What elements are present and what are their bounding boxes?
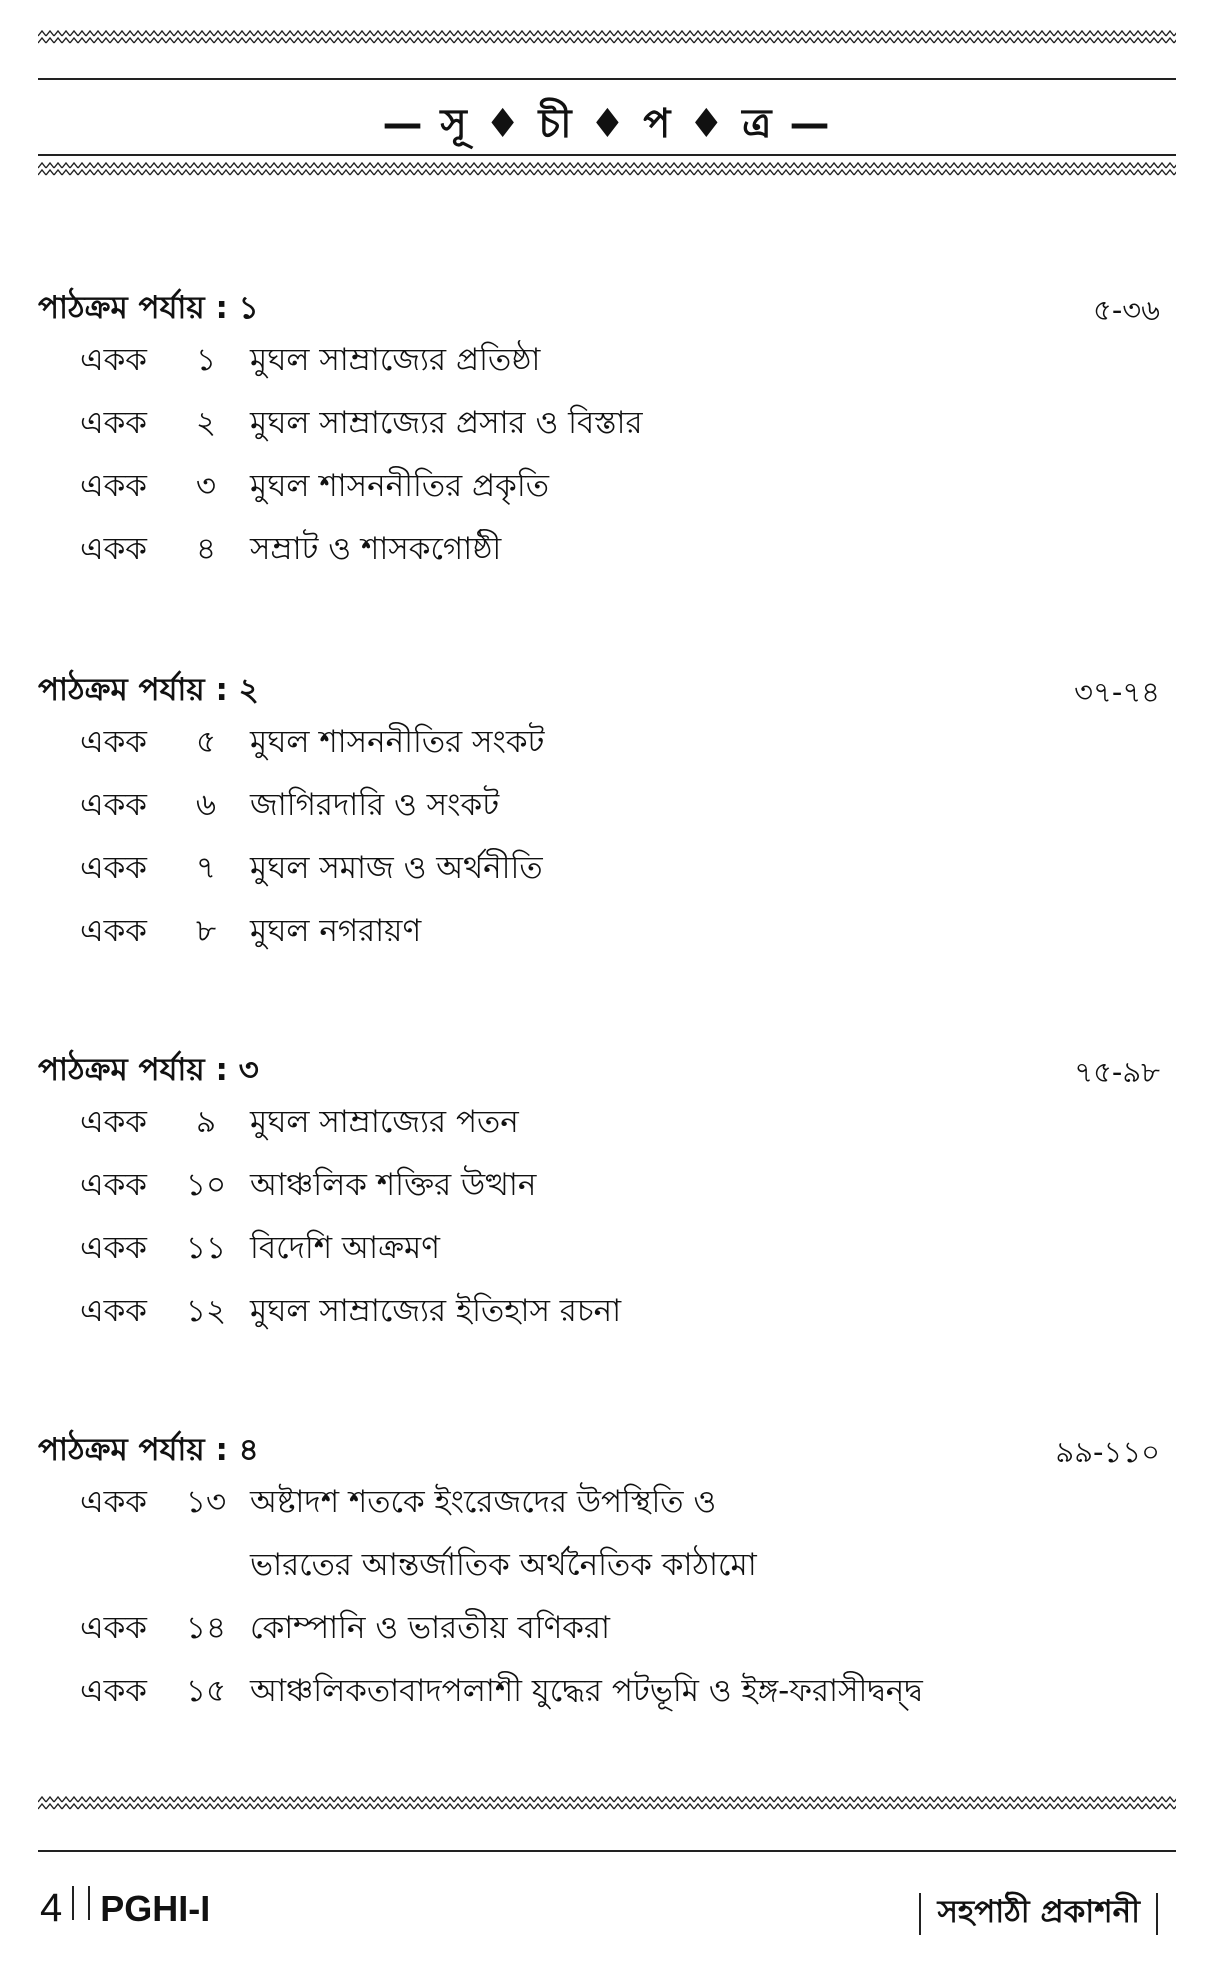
- divider-right: [1156, 1893, 1158, 1935]
- footer-left: [40, 1886, 210, 1931]
- section-page-range: ৯৯-১১০: [1055, 1435, 1160, 1469]
- unit-number: ২: [195, 405, 217, 441]
- unit-title: মুঘল সাম্রাজ্যের ইতিহাস রচনা: [250, 1293, 622, 1329]
- unit-label: একক: [80, 405, 147, 441]
- toc-entry: [38, 1478, 1176, 1541]
- toc-entry: [38, 399, 1176, 462]
- unit-number: ৮: [195, 913, 217, 949]
- unit-title: আঞ্চলিক শক্তির উত্থান: [250, 1167, 537, 1203]
- unit-title: মুঘল সমাজ ও অর্থনীতি: [250, 850, 543, 886]
- unit-number: ৯: [195, 1104, 217, 1140]
- series-code: PGHI-I: [100, 1888, 211, 1929]
- unit-number: ৬: [195, 787, 217, 823]
- unit-title: মুঘল শাসননীতির সংকট: [250, 724, 545, 760]
- unit-number: ১: [195, 342, 217, 378]
- section-title: পাঠক্রম পর্যায় : ২: [38, 672, 259, 708]
- unit-label: একক: [80, 724, 147, 760]
- unit-number: ১৪: [185, 1610, 227, 1646]
- toc-entry: [38, 525, 1176, 588]
- section-page-range: ৭৫-৯৮: [1074, 1055, 1160, 1089]
- unit-title: মুঘল সাম্রাজ্যের পতন: [250, 1104, 519, 1140]
- unit-label: একক: [80, 1230, 147, 1266]
- page-title: — সূ ♦ চী ♦ প ♦ ত্র —: [382, 101, 832, 147]
- toc-entry: [38, 462, 1176, 525]
- unit-label: একক: [80, 787, 147, 823]
- unit-title: মুঘল শাসননীতির প্রকৃতি: [250, 468, 549, 504]
- unit-title: বিদেশি আক্রমণ: [250, 1230, 440, 1266]
- unit-title: মুঘল সাম্রাজ্যের প্রতিষ্ঠা: [250, 342, 541, 378]
- unit-number: ১২: [185, 1293, 227, 1329]
- unit-number: ৪: [195, 531, 217, 567]
- toc-entry: [38, 1161, 1176, 1224]
- unit-label: একক: [80, 1673, 147, 1709]
- divider-left: [919, 1893, 921, 1935]
- toc-section-3: [38, 1046, 1176, 1350]
- section-page-range: ৫-৩৬: [1093, 293, 1160, 327]
- toc-entry: [38, 1667, 1176, 1730]
- toc-entry: [38, 1098, 1176, 1161]
- toc-entry-continuation: [38, 1541, 1176, 1604]
- unit-label: একক: [80, 1167, 147, 1203]
- unit-title: মুঘল সাম্রাজ্যের প্রসার ও বিস্তার: [250, 405, 643, 441]
- unit-label: একক: [80, 1104, 147, 1140]
- unit-number: ১৩: [185, 1484, 227, 1520]
- unit-title: জাগিরদারি ও সংকট: [250, 787, 500, 823]
- unit-title: কোম্পানি ও ভারতীয় বণিকরা: [250, 1610, 611, 1646]
- top-zigzag-border: [38, 30, 1176, 44]
- section-title: পাঠক্রম পর্যায় : ১: [38, 290, 259, 326]
- unit-label: একক: [80, 531, 147, 567]
- section-title: পাঠক্রম পর্যায় : ৩: [38, 1052, 259, 1088]
- section-title: পাঠক্রম পর্যায় : ৪: [38, 1432, 259, 1468]
- header-rule-top: [38, 78, 1176, 80]
- unit-number: ৩: [195, 468, 217, 504]
- toc-entry: [38, 781, 1176, 844]
- footer-right: [903, 1888, 1174, 1940]
- toc-entry: [38, 718, 1176, 781]
- unit-title: সম্রাট ও শাসকগোষ্ঠী: [250, 531, 502, 567]
- header-zigzag-border: [38, 162, 1176, 176]
- unit-title: মুঘল নগরায়ণ: [250, 913, 422, 949]
- footer-zigzag-border: [38, 1796, 1176, 1810]
- toc-section-4: [38, 1426, 1176, 1730]
- toc-entry: [38, 907, 1176, 970]
- unit-number: ১১: [185, 1230, 227, 1266]
- unit-number: ৭: [195, 850, 217, 886]
- unit-label: একক: [80, 1610, 147, 1646]
- unit-number: ৫: [195, 724, 217, 760]
- unit-title: ভারতের আন্তর্জাতিক অর্থনৈতিক কাঠামো: [250, 1547, 757, 1583]
- toc-entry: [38, 1224, 1176, 1287]
- toc-entry: [38, 844, 1176, 907]
- double-bar-divider: [72, 1886, 90, 1920]
- unit-number: ১৫: [185, 1673, 227, 1709]
- unit-label: একক: [80, 850, 147, 886]
- page-number: 4: [40, 1886, 63, 1930]
- unit-label: একক: [80, 342, 147, 378]
- unit-label: একক: [80, 1293, 147, 1329]
- toc-section-1: [38, 284, 1176, 588]
- header-rule-bottom: [38, 154, 1176, 156]
- toc-entry: [38, 336, 1176, 399]
- unit-title: আঞ্চলিকতাবাদপলাশী যুদ্ধের পটভূমি ও ইঙ্গ-ফরাসীদ্বন্দ্ব: [250, 1673, 923, 1709]
- unit-title: অষ্টাদশ শতকে ইংরেজদের উপস্থিতি ও: [250, 1484, 717, 1520]
- unit-number: ১০: [185, 1167, 227, 1203]
- unit-label: একক: [80, 468, 147, 504]
- toc-entry: [38, 1604, 1176, 1667]
- section-page-range: ৩৭-৭৪: [1074, 675, 1160, 709]
- toc-section-2: [38, 666, 1176, 970]
- footer-rule: [38, 1850, 1176, 1852]
- toc-entry: [38, 1287, 1176, 1350]
- unit-label: একক: [80, 913, 147, 949]
- publisher-name: সহপাঠী প্রকাশনী: [937, 1894, 1140, 1930]
- unit-label: একক: [80, 1484, 147, 1520]
